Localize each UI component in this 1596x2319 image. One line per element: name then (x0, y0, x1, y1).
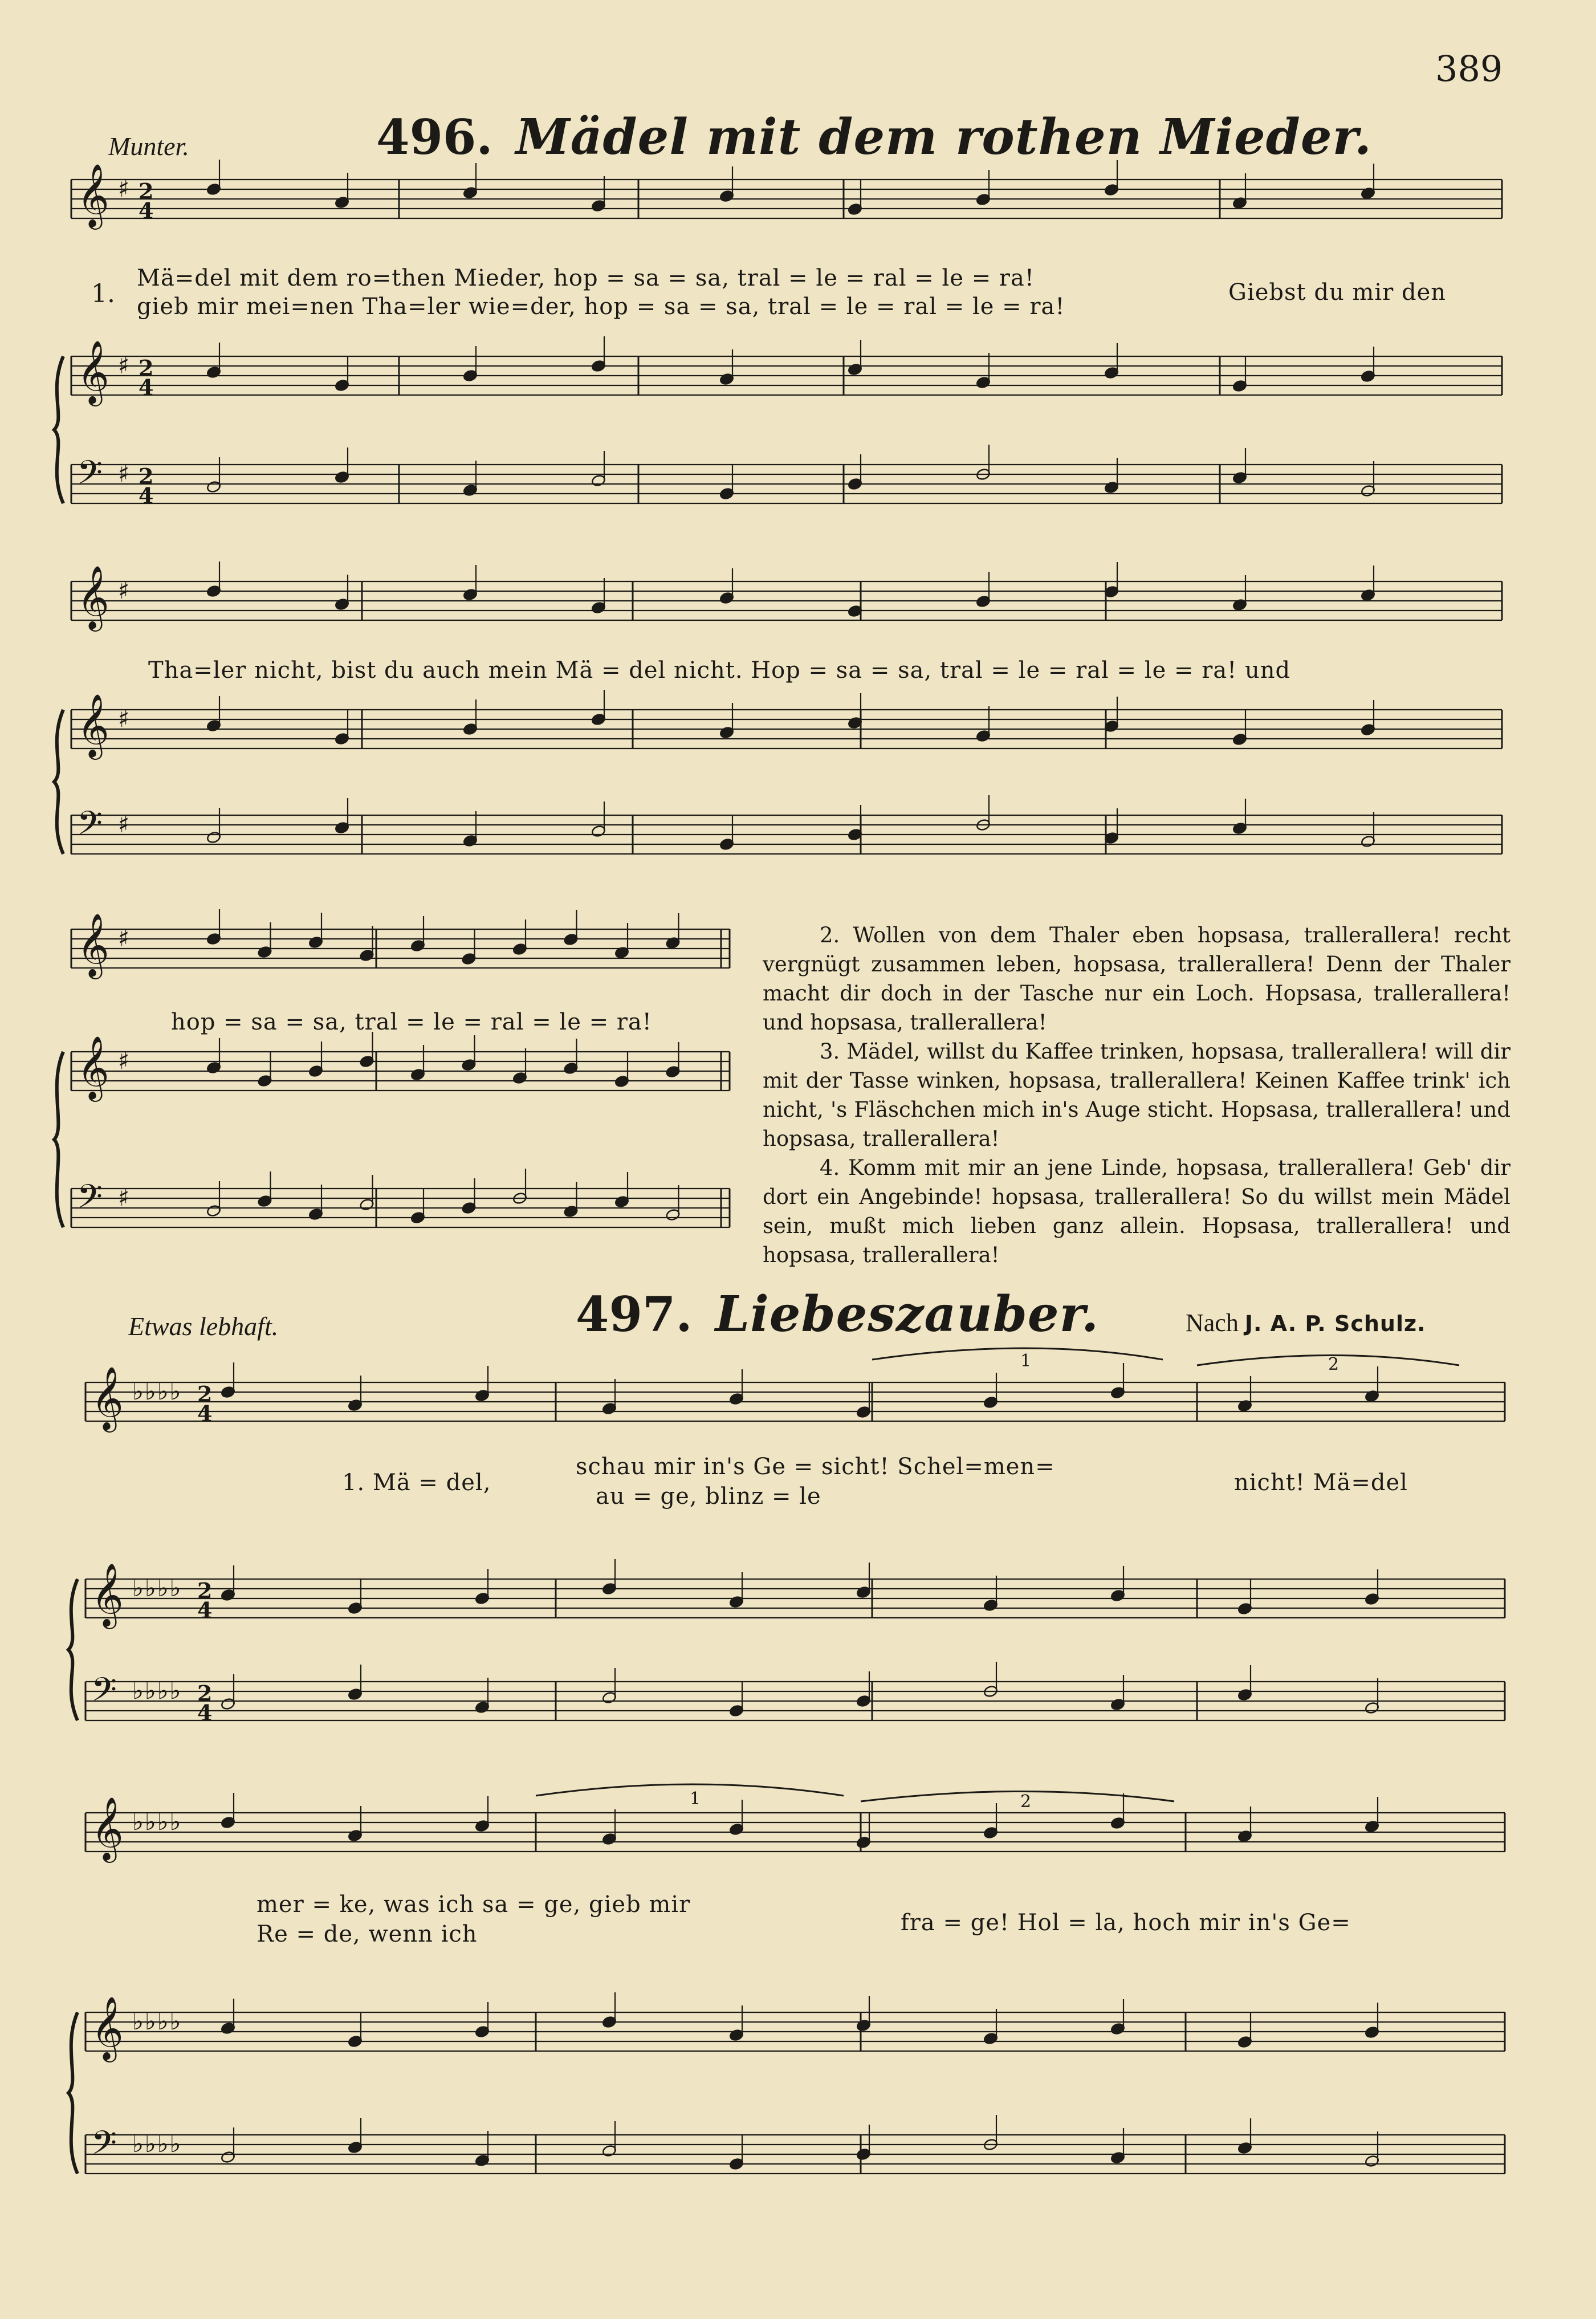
s496-sys1-staff-3-time-signature-num: 2 (139, 463, 154, 489)
s497-sys1-staff-2-key-signature: ♭♭♭♭ (132, 1574, 182, 1602)
s497-sys2-staff-1 (85, 1813, 1505, 1852)
s496-sys1-staff-2-clef: 𝄞 (77, 340, 109, 404)
s496-sys3-staff-1-clef: 𝄞 (77, 913, 109, 977)
attribution-prefix: Nach (1186, 1309, 1239, 1337)
s496-sys3-staff-2-key-signature: ♯ (118, 1047, 131, 1075)
verse-4: 4. Komm mit mir an jene Linde, hopsasa, trallerallera! Geb' dir dort ein Angebinde! hopsasa, trallerallera! So du willst mein Mädel sein, mußt mich lieben ganz allein. Hopsasa, trallerallera! und hopsasa, trallerallera! (763, 1156, 1510, 1267)
lyric-496-s1-continuation: Giebst du mir den (1228, 279, 1447, 306)
s497-sys1-staff-3-time-signature-num: 2 (197, 1681, 213, 1706)
s497-sys1-staff-3-time-signature-den: 4 (197, 1700, 213, 1726)
s497-sys1-staff-3 (85, 1682, 1505, 1720)
s497-sys1-staff-1-key-signature: ♭♭♭♭ (132, 1377, 182, 1405)
lyric-497-s1-line2: au = ge, blinz = le (596, 1483, 821, 1510)
lyric-497-s2-line1: mer = ke, was ich sa = ge, gieb mir (256, 1891, 691, 1918)
s496-sys2-staff-2-clef: 𝄞 (77, 693, 109, 757)
s496-sys3-staff-3 (71, 1189, 730, 1227)
verse-3: 3. Mädel, willst du Kaffee trinken, hopsasa, trallerallera! will dir mit der Tasse winken, hopsasa, trallerallera! Keinen Kaffee trink' ich nicht, 's Fläschchen mich in's Auge sticht. Hopsasa, trallerallera! und hopsasa, trallerallera! (763, 1039, 1510, 1151)
s497-sys1-staff-3-key-signature: ♭♭♭♭ (132, 1677, 182, 1704)
s497-sys2-volta2-slur (861, 1792, 1174, 1802)
s496-sys2-brace (54, 710, 63, 854)
s497-sys2-brace (68, 2012, 78, 2174)
s496-sys3-brace (54, 1052, 63, 1227)
volta-2-497-s1: 2 (1328, 1354, 1340, 1374)
s497-sys1-staff-1-time-signature-den: 4 (197, 1401, 213, 1426)
s496-sys2-staff-1-key-signature: ♯ (118, 576, 131, 604)
verse-2: 2. Wollen von dem Thaler eben hopsasa, trallerallera! recht vergnügt zusammen leben, hopsasa, trallerallera! Denn der Thaler macht dir doch in der Tasche nur ein Loch. Hopsasa, trallerallera! und hopsasa, trallerallera! (763, 923, 1510, 1035)
volta-1-497-s1: 1 (1020, 1351, 1032, 1371)
lyric-496-s1-line1: Mä=del mit dem ro=then Mieder, hop = sa = sa, tral = le = ral = le = ra! (137, 265, 1035, 291)
volta-2-497-s2: 2 (1020, 1792, 1032, 1812)
s496-sys1-staff-2-key-signature: ♯ (118, 351, 131, 379)
s497-sys2-staff-1-clef: 𝄞 (91, 1796, 124, 1860)
s496-sys3-staff-3-clef: 𝄢 (77, 1177, 103, 1224)
s497-sys2-staff-3-clef: 𝄢 (91, 2123, 117, 2170)
s497-sys1-staff-2-time-signature-den: 4 (197, 1597, 213, 1623)
s496-sys1-staff-3-clef: 𝄢 (77, 453, 103, 500)
s497-sys1-staff-1-time-signature-num: 2 (197, 1381, 213, 1407)
s496-sys1-staff-2 (71, 356, 1502, 395)
song-name-497: Liebeszauber. (715, 1285, 1100, 1343)
lyric-496-s3: hop = sa = sa, tral = le = ral = le = ra! (171, 1009, 652, 1035)
s496-sys1-staff-1-time-signature-num: 2 (139, 178, 154, 204)
s496-sys1-staff-2-time-signature-den: 4 (139, 375, 154, 400)
s496-sys1-staff-3 (71, 465, 1502, 503)
song-name-496: Mädel mit dem rothen Mieder. (515, 108, 1372, 166)
s497-sys2-staff-3 (85, 2135, 1505, 2174)
s497-sys1-staff-2-clef: 𝄞 (91, 1563, 124, 1626)
s496-sys1-staff-1-time-signature-den: 4 (139, 198, 154, 223)
s496-sys3-staff-1 (71, 929, 730, 968)
page-number: 389 (1435, 48, 1503, 89)
s496-sys2-staff-1-clef: 𝄞 (77, 565, 109, 629)
s496-sys2-staff-2-key-signature: ♯ (118, 705, 131, 733)
s497-sys2-staff-2 (85, 2012, 1505, 2051)
lyric-496-s1-line2: gieb mir mei=nen Tha=ler wie=der, hop = sa = sa, tral = le = ral = le = ra! (137, 294, 1065, 320)
s497-sys1-staff-1-clef: 𝄞 (91, 1366, 124, 1430)
s496-sys2-staff-3 (71, 815, 1502, 854)
s497-sys1-volta1-slur (872, 1348, 1163, 1360)
s497-sys1-staff-3-clef: 𝄢 (91, 1670, 117, 1717)
lyric-497-s1-line1: schau mir in's Ge = sicht! Schel=men= (576, 1454, 1055, 1480)
s497-sys1-brace (68, 1579, 78, 1720)
lyric-496-s2: Tha=ler nicht, bist du auch mein Mä = del nicht. Hop = sa = sa, tral = le = ral = le = ra! und (148, 657, 1291, 684)
s496-sys1-staff-1-clef: 𝄞 (77, 163, 109, 227)
s496-sys1-staff-2-time-signature-num: 2 (139, 355, 154, 381)
s497-sys2-staff-2-clef: 𝄞 (91, 1996, 124, 2060)
song-number-497: 497. (576, 1286, 693, 1342)
attribution-composer: J. A. P. Schulz. (1244, 1311, 1426, 1336)
s496-sys3-staff-1-key-signature: ♯ (118, 924, 131, 952)
s496-sys1-staff-3-time-signature-den: 4 (139, 483, 154, 508)
tempo-marking-496: Munter. (108, 132, 189, 161)
s496-sys1-staff-1 (71, 180, 1502, 218)
lyric-497-s2-line2: Re = de, wenn ich (256, 1921, 478, 1947)
s496-sys2-staff-2 (71, 710, 1502, 748)
s497-sys1-staff-2-time-signature-num: 2 (197, 1578, 213, 1604)
s497-sys2-staff-2-key-signature: ♭♭♭♭ (132, 2007, 182, 2035)
s496-sys1-brace (54, 356, 63, 503)
s497-sys2-staff-1-key-signature: ♭♭♭♭ (132, 1808, 182, 1836)
song-number-496: 496. (376, 109, 493, 165)
s497-sys1-staff-2 (85, 1579, 1505, 1618)
s496-sys1-staff-3-key-signature: ♯ (118, 459, 131, 487)
tempo-marking-497: Etwas lebhaft. (128, 1312, 279, 1341)
lyric-497-s2-continuation: fra = ge! Hol = la, hoch mir in's Ge= (901, 1910, 1351, 1936)
s496-sys3-staff-3-key-signature: ♯ (118, 1183, 131, 1211)
s496-sys3-staff-2-clef: 𝄞 (77, 1035, 109, 1099)
s497-sys1-volta2-slur (1197, 1356, 1459, 1366)
volta-1-497-s2: 1 (690, 1789, 702, 1809)
s497-sys2-volta1-slur (536, 1784, 844, 1796)
s496-sys2-staff-3-clef: 𝄢 (77, 804, 103, 851)
lyric-497-s1-continuation: nicht! Mä=del (1234, 1470, 1408, 1496)
lyric-497-s1-start: 1. Mä = del, (342, 1470, 491, 1496)
s497-sys2-staff-3-key-signature: ♭♭♭♭ (132, 2130, 182, 2158)
s497-sys1-staff-1 (85, 1382, 1505, 1421)
s496-sys2-staff-3-key-signature: ♯ (118, 810, 131, 838)
verse-number-496: 1. (91, 279, 115, 308)
s496-sys2-staff-1 (71, 581, 1502, 620)
s496-sys1-staff-1-key-signature: ♯ (118, 174, 131, 202)
s496-sys3-staff-2 (71, 1052, 730, 1091)
